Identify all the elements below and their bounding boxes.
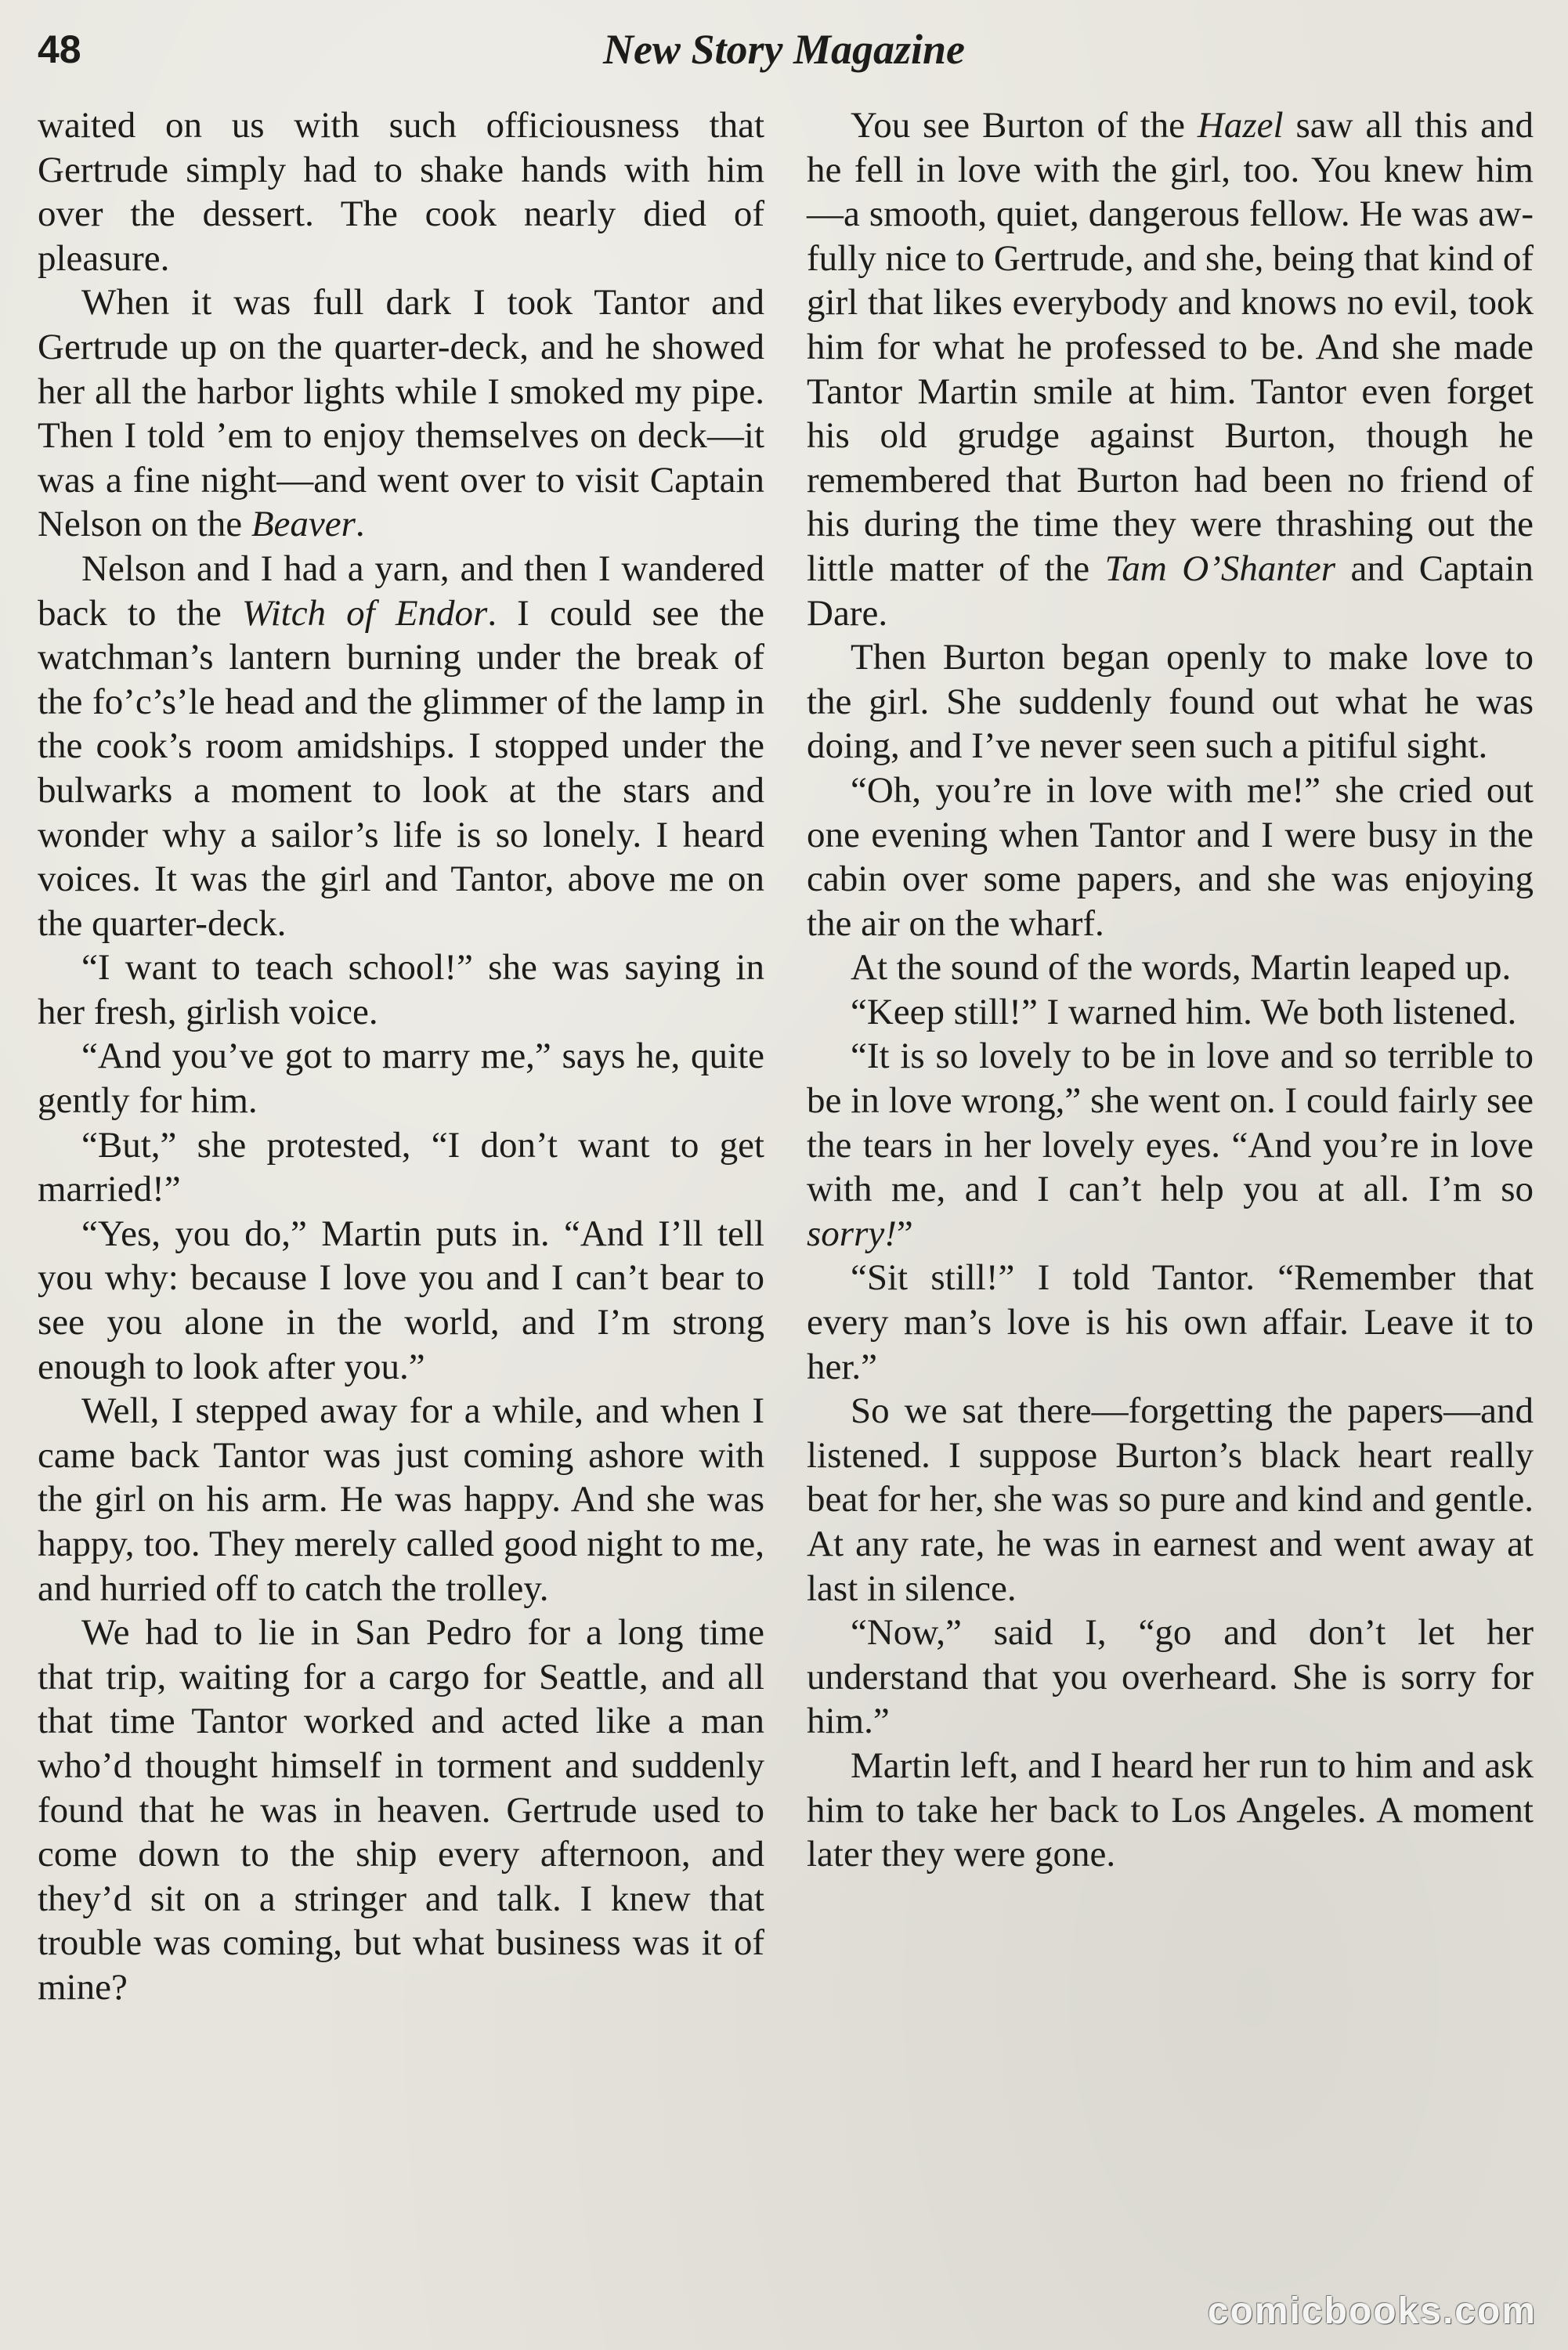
paragraph-text: “Now,” said I, “go and don’t let her understand that you overheard. She is sorry for him.” [807,1612,1534,1742]
italic-title: Hazel [1197,105,1284,146]
paragraph-text: and Captain Dare. [807,548,1534,634]
paragraph-text: saw all this and he fell in love with the girl, too. You knew him—a smooth, quiet, dangerous fellow. He was awfully nice to Gertrude, and she, being that kind of girl that likes everybody and knows no evil, took him for what he professed to be. And she made Tantor Martin smile at him. Tantor even forget his old grudge against Burton, though he remembered that Burton had been no friend of his during the time they were thrashing out the little matter of the [807,105,1534,589]
paragraph-text: We had to lie in San Pedro for a long time that trip, waiting for a cargo for Seattle, and all that time Tantor worked and acted like a man who’d thought himself in torment and suddenly found that he was in heaven. Gertrude used to come down to the ship every afternoon, and they’d sit on a stringer and talk. I knew that trouble was coming, but what business was it of mine? [38,1612,764,2008]
paragraph-text: Martin left, and I heard her run to him and ask him to take her back to Los Angeles. A moment later they were gone. [807,1744,1534,1875]
paragraph [38,945,764,1034]
paragraph-text: ” [896,1213,913,1254]
paragraph [38,103,764,280]
left-text-column [38,103,764,2010]
paragraph-text: . I could see the watchman’s lantern burning under the break of the fo’c’s’le head and the glimmer of the lamp in the cook’s room amidships. I stopped under the bulwarks a moment to look at the stars and wonder why a sailor’s life is so lonely. I heard voices. It was the girl and Tantor, above me on the quarter-deck. [38,592,764,944]
page-header [38,22,1530,77]
paragraph [807,103,1534,635]
paragraph-text: So we sat there—forgetting the papers—and listened. I suppose Burton’s black heart really beat for her, she was so pure and kind and gentle. At any rate, he was in earnest and went away at last in silence. [807,1390,1534,1609]
paragraph-text: “I want to teach school!” she was saying in her fresh, girlish voice. [38,947,764,1032]
paragraph-text: “Oh, you’re in love with me!” she cried out one evening when Tantor and I were busy in the cabin over some papers, and she was enjoying the air on the wharf. [807,769,1534,944]
paragraph-text: “Sit still!” I told Tantor. “Remember that every man’s love is his own affair. Leave it to her.” [807,1257,1534,1387]
paragraph-text: Nelson and I had a yarn, and then I wandered back to the [38,548,764,634]
paragraph [38,1611,764,2009]
paragraph [38,280,764,547]
paragraph [807,1611,1534,1744]
paragraph-text: waited on us with such officiousness that Gertrude simply had to shake hands with him over the dessert. The cook nearly died of pleasure. [38,105,764,279]
paragraph [807,635,1534,768]
paragraph [38,1123,764,1212]
paragraph-text: . [355,504,365,545]
paragraph-text: “Keep still!” I warned him. We both listened. [851,991,1517,1032]
paragraph [807,945,1534,990]
watermark: comicbooks.com [1207,2290,1537,2332]
italic-title: Beaver [251,504,356,545]
paragraph [38,1389,764,1611]
paragraph [807,1256,1534,1389]
paragraph-text: “But,” she protested, “I don’t want to get married!” [38,1124,764,1210]
magazine-title: New Story Magazine [602,26,966,73]
paragraph-text: At the sound of the words, Martin leaped up. [851,947,1512,989]
italic-title: sorry! [807,1213,897,1254]
paragraph-text: Well, I stepped away for a while, and when I came back Tantor was just coming ashore with the girl on his arm. He was happy. And she was happy, too. They merely called good night to me, and hurried off to catch the trolley. [38,1390,764,1609]
paragraph [38,547,764,945]
italic-title: Witch of Endor [242,592,488,634]
paragraph-text: When it was full dark I took Tantor and Gertrude up on the quarter-deck, and he showed her all the harbor lights while I smoked my pipe. Then I told ’em to enjoy themselves on deck—it was a fine night—and went over to visit Captain Nelson on the [38,282,764,545]
paragraph [807,1389,1534,1611]
paragraph [807,768,1534,945]
paragraph [38,1034,764,1123]
paragraph [807,1034,1534,1256]
paragraph-text: “And you’ve got to marry me,” says he, quite gently for him. [38,1036,764,1122]
paragraph [807,1744,1534,1877]
paragraph [807,990,1534,1035]
paragraph-text: You see Burton of the [851,105,1198,146]
right-text-column [807,103,1534,1877]
paragraph-text: “Yes, you do,” Martin puts in. “And I’ll tell you why: because I love you and I can’t bear to see you alone in the world, and I’m strong enough to look after you.” [38,1213,764,1387]
paragraph-text: “It is so lovely to be in love and so terrible to be in love wrong,” she went on. I could fairly see the tears in her lovely eyes. “And you’re in love with me, and I can’t help you at all. I’m so [807,1036,1534,1210]
paragraph-text: Then Burton began openly to make love to the girl. She suddenly found out what he was doing, and I’ve never seen such a pitiful sight. [807,637,1534,767]
paragraph [38,1212,764,1389]
page-number: 48 [38,27,81,71]
italic-title: Tam O’Shanter [1104,548,1336,589]
